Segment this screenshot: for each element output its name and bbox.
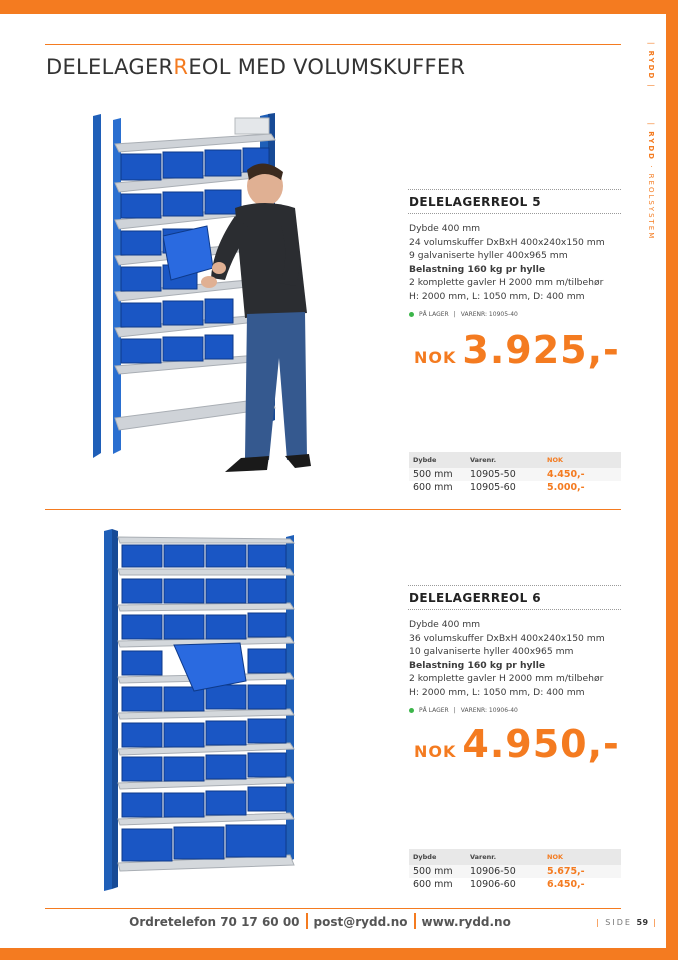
cell: 5.000,- [547,482,585,493]
col-article: Varenr. [470,853,497,861]
table-row [409,878,621,891]
footer-contact [0,913,640,929]
product-price-2 [414,722,620,766]
desc-line: Dybde 400 mm [409,223,481,234]
price-currency: NOK [414,742,457,761]
stock-label: PÅ LAGER [419,310,449,318]
product-block-2 [408,585,621,714]
email-link[interactable]: post@rydd.no [313,915,408,929]
stock-status: PÅ LAGER | VARENR: 10905-40 [408,311,621,318]
cell: 10905-50 [470,469,516,480]
middle-rule [45,509,621,510]
price-value: 3.925,- [462,328,620,372]
page-title: DELELAGERREOL MED VOLUMSKUFFER [46,55,466,79]
article-number: VARENR: 10906-40 [460,706,518,714]
cell: 5.675,- [547,866,585,877]
table-header [409,452,621,468]
website-link[interactable]: www.rydd.no [421,915,511,929]
desc-line: H: 2000 mm, L: 1050 mm, D: 400 mm [409,290,585,302]
col-depth: Dybde [413,456,437,464]
col-price: NOK [547,853,564,861]
desc-line: 24 volumskuffer DxBxH 400x240x150 mm [409,236,605,248]
product-description [408,618,621,700]
cell: 6.450,- [547,879,585,890]
order-phone: Ordretelefon 70 17 60 00 [129,915,300,929]
desc-line: Dybde 400 mm [409,619,481,630]
section-tab-text: | RYDD | | RYDD · REOLSYSTEM [647,42,655,241]
page-value: 59 [636,918,649,927]
col-depth: Dybde [413,853,437,861]
cell: 600 mm [413,482,453,493]
price-currency: NOK [414,348,457,367]
separator [306,913,308,929]
cell: 10906-50 [470,866,516,877]
table-row [409,865,621,878]
footer-rule [45,908,621,909]
right-accent-bar [666,0,678,960]
desc-line: 2 komplette gavler H 2000 mm m/tilbehør [409,277,604,289]
desc-line: 36 volumskuffer DxBxH 400x240x150 mm [409,632,605,644]
section-tab [643,42,659,241]
divider [408,213,621,214]
col-article: Varenr. [470,456,497,464]
product-image-shelf-6 [100,525,300,899]
page-label: SIDE [605,918,632,927]
page-number: | SIDE 59 | [596,918,658,927]
table-header [409,849,621,865]
desc-line: 2 komplette gavler H 2000 mm m/tilbehør [409,673,604,685]
product-description [408,222,621,304]
price-value: 4.950,- [462,722,620,766]
load-rating: Belastning 160 kg pr hylle [409,659,546,671]
cell: 10905-60 [470,482,516,493]
top-rule [45,44,621,45]
stock-status: PÅ LAGER | VARENR: 10906-40 [408,707,621,714]
cell: 600 mm [413,879,453,890]
cell: 500 mm [413,469,453,480]
product-block-1 [408,189,621,318]
cell: 500 mm [413,866,453,877]
variant-table-2 [409,849,621,891]
table-row [409,468,621,481]
desc-line: H: 2000 mm, L: 1050 mm, D: 400 mm [409,686,585,698]
product-image-shelf-5 [85,108,325,502]
product-name: DELELAGERREOL 5 [409,195,542,209]
in-stock-dot-icon [409,708,414,713]
top-accent-bar [0,0,678,14]
load-rating: Belastning 160 kg pr hylle [409,263,546,275]
table-row [409,481,621,494]
divider [408,609,621,610]
col-price: NOK [547,456,564,464]
cell: 10906-60 [470,879,516,890]
desc-line: 9 galvaniserte hyller 400x965 mm [409,250,568,262]
separator [414,913,416,929]
product-name: DELELAGERREOL 6 [409,591,542,605]
desc-line: 10 galvaniserte hyller 400x965 mm [409,646,574,658]
bottom-accent-bar [0,948,678,960]
product-price-1 [414,328,620,372]
stock-label: PÅ LAGER [419,706,449,714]
variant-table-1 [409,452,621,494]
in-stock-dot-icon [409,312,414,317]
article-number: VARENR: 10905-40 [460,310,518,318]
cell: 4.450,- [547,469,585,480]
